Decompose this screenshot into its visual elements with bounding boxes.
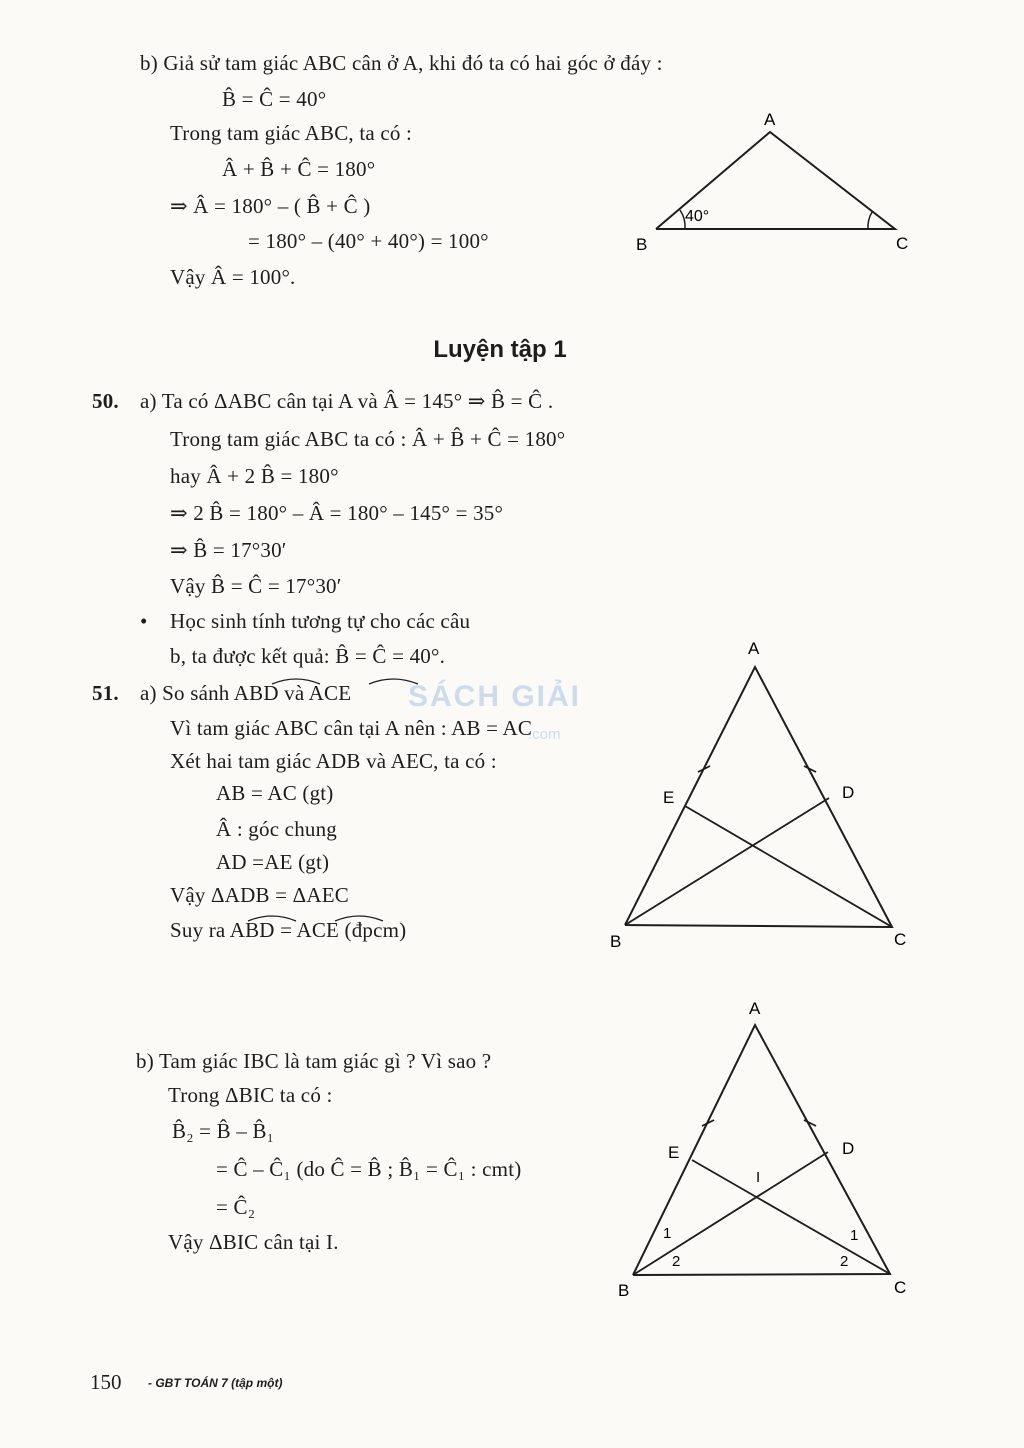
ex50-bullet: •: [140, 609, 148, 633]
part-b-line-1: b) Giả sử tam giác ABC cân ở A, khi đó ta có hai góc ở đáy :: [140, 51, 663, 75]
ex51b-line-6: Vậy ΔBIC cân tại I.: [168, 1230, 339, 1254]
ex50-line-5: ⇒ B̂ = 17°30′: [170, 538, 287, 562]
fig3-label-c: C: [894, 1278, 907, 1297]
fig2-label-e: E: [663, 788, 675, 807]
ex51-line-1: a) So sánh ABD và ACE: [140, 681, 352, 705]
fig1-label-a: A: [764, 110, 776, 129]
part-b-line-3: Trong tam giác ABC, ta có :: [170, 121, 413, 145]
book-title: - GBT TOÁN 7 (tập một): [148, 1376, 283, 1390]
ex51-line-7: Vậy ΔADB = ΔAEC: [170, 883, 349, 907]
fig3-label-a: A: [749, 999, 761, 1018]
ex51b-line-2: Trong ΔBIC ta có :: [168, 1083, 333, 1107]
fig3-angle-c2: 2: [840, 1253, 849, 1270]
ex51-line-3: Xét hai tam giác ADB và AEC, ta có :: [170, 749, 497, 773]
part-b-line-5: ⇒ Â = 180° – ( B̂ + Ĉ ): [170, 194, 371, 218]
part-b-line-4: Â + B̂ + Ĉ = 180°: [222, 157, 376, 181]
fig2-label-b: B: [610, 932, 622, 951]
triangle-figure-2: [600, 630, 920, 960]
fig3-angle-b1: 1: [663, 1225, 672, 1242]
fig3-label-e: E: [668, 1143, 680, 1162]
page-number: 150: [90, 1370, 122, 1394]
ex51-line-2: Vì tam giác ABC cân tại A nên : AB = AC: [170, 716, 533, 740]
ex50-line-6: Vậy B̂ = Ĉ = 17°30′: [170, 574, 342, 598]
ex50-line-8: b, ta được kết quả: B̂ = Ĉ = 40°.: [170, 644, 446, 668]
ex51-line-6: AD =AE (gt): [216, 850, 330, 874]
exercise-51-number: 51.: [92, 681, 119, 705]
fig1-label-c: C: [896, 234, 909, 253]
watermark: SÁCH GIẢI .com: [408, 680, 582, 743]
fig3-label-b: B: [618, 1281, 630, 1300]
part-b-line-2: B̂ = Ĉ = 40°: [222, 87, 327, 111]
ex50-line-2: Trong tam giác ABC ta có : Â + B̂ + Ĉ = 180°: [170, 427, 566, 451]
ex51b-line-5: = Ĉ₂: [216, 1195, 256, 1219]
fig3-label-d: D: [842, 1139, 855, 1158]
section-heading: Luyện tập 1: [433, 336, 567, 363]
fig3-angle-b2: 2: [672, 1253, 681, 1270]
fig1-angle-label: 40°: [685, 208, 710, 225]
ex51b-line-3: B̂₂ = B̂ – B̂₁: [172, 1119, 275, 1143]
part-b-line-7: Vậy Â = 100°.: [170, 265, 296, 289]
triangle-figure-3: [600, 990, 920, 1310]
ex50-line-3: hay Â + 2 B̂ = 180°: [170, 464, 339, 488]
ex51-line-8: Suy ra ABD = ACE (đpcm): [170, 918, 407, 942]
part-b-line-6: = 180° – (40° + 40°) = 100°: [248, 229, 489, 253]
fig1-label-b: B: [636, 235, 648, 254]
fig3-label-i: I: [756, 1169, 761, 1186]
ex50-line-7: Học sinh tính tương tự cho các câu: [170, 609, 471, 633]
fig3-angle-c1: 1: [850, 1227, 859, 1244]
fig2-label-c: C: [894, 930, 907, 949]
ex50-line-4: ⇒ 2 B̂ = 180° – Â = 180° – 145° = 35°: [170, 501, 504, 525]
fig2-label-d: D: [842, 783, 855, 802]
ex51b-line-4: = Ĉ – Ĉ₁ (do Ĉ = B̂ ; B̂₁ = Ĉ₁ : cmt): [216, 1157, 522, 1181]
ex51-line-4: AB = AC (gt): [216, 781, 334, 805]
fig2-label-a: A: [748, 639, 760, 658]
exercise-50-number: 50.: [92, 389, 119, 413]
ex50-line-1: a) Ta có ΔABC cân tại A và Â = 145° ⇒ B̂ = Ĉ .: [140, 389, 554, 413]
ex51-line-5: Â : góc chung: [216, 817, 337, 841]
ex51b-line-1: b) Tam giác IBC là tam giác gì ? Vì sao ?: [136, 1049, 492, 1073]
